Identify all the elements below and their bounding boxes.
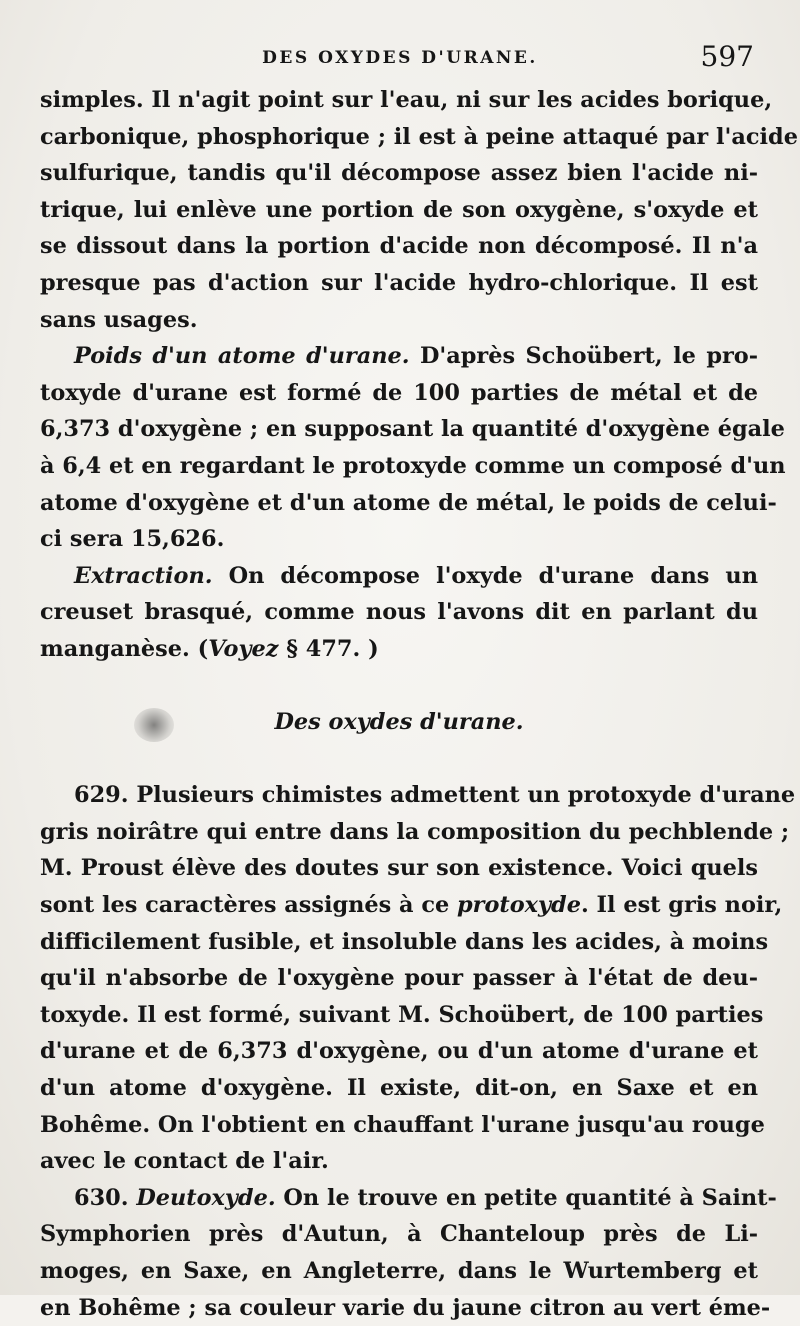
text-line: à 6,4 et en regardant le protoxyde comme un composé d'un: [40, 452, 786, 479]
text-line: trique, lui enlève une portion de son oxygène, s'oxyde et: [40, 196, 758, 223]
text-line: d'urane et de 6,373 d'oxygène, ou d'un atome d'urane et: [40, 1038, 758, 1065]
text-line: manganèse. (Voyez § 477. ): [40, 635, 379, 662]
text-line: Symphorien près d'Autun, à Chanteloup près de Li-: [40, 1221, 758, 1248]
paragraph-label: Deutoxyde.: [136, 1184, 276, 1211]
page-header: [40, 40, 760, 80]
section-title: Des oxydes d'urane.: [274, 709, 524, 736]
text-line: 6,373 d'oxygène ; en supposant la quantité d'oxygène égale: [40, 416, 785, 443]
text-line: avec le contact de l'air.: [40, 1148, 329, 1175]
text-line: moges, en Saxe, en Angleterre, dans le Wurtemberg et: [40, 1258, 758, 1284]
paragraph-label: Poids d'un atome d'urane.: [74, 343, 410, 370]
text-line: Bohême. On l'obtient en chauffant l'urane jusqu'au rouge: [40, 1111, 765, 1138]
page-number: 597: [700, 40, 754, 73]
blank-line: [40, 741, 758, 778]
text-line: atome d'oxygène et d'un atome de métal, le poids de celui-: [40, 489, 777, 516]
text-line: simples. Il n'agit point sur l'eau, ni sur les acides borique,: [40, 87, 773, 113]
text-line: qu'il n'absorbe de l'oxygène pour passer à l'état de deu-: [40, 965, 758, 992]
text-line: M. Proust élève des doutes sur son existence. Voici quels: [40, 855, 758, 882]
text-line: Extraction. On décompose l'oxyde d'urane dans un: [74, 562, 758, 589]
text-line: toxyde d'urane est formé de 100 parties de métal et de: [40, 379, 758, 406]
text-line: sont les caractères assignés à ce protoxyde. Il est gris noir,: [40, 892, 783, 919]
text-line: creuset brasqué, comme nous l'avons dit en parlant du: [40, 599, 758, 626]
text-line: sulfurique, tandis qu'il décompose assez bien l'acide ni-: [40, 160, 758, 187]
text-line: gris noirâtre qui entre dans la composition du pechblende ;: [40, 818, 790, 845]
paragraph-label: Extraction.: [74, 562, 213, 589]
body-text: [40, 82, 798, 1326]
text-line: 630. Deutoxyde. On le trouve en petite quantité à Saint-: [74, 1184, 777, 1211]
text-line: presque pas d'action sur l'acide hydro-chlorique. Il est: [40, 269, 758, 296]
text-line: toxyde. Il est formé, suivant M. Schoübert, de 100 parties: [40, 1001, 764, 1028]
text-line: carbonique, phosphorique ; il est à peine attaqué par l'acide: [40, 123, 798, 150]
text-line: 629. Plusieurs chimistes admettent un protoxyde d'urane: [74, 782, 796, 809]
text-line: d'un atome d'oxygène. Il existe, dit-on, en Saxe et en: [40, 1075, 758, 1102]
text-line: ci sera 15,626.: [40, 526, 225, 553]
text-line: sans usages.: [40, 306, 198, 333]
running-head: DES OXYDES D'URANE.: [262, 48, 538, 68]
text-line: en Bohême ; sa couleur varie du jaune citron au vert éme-: [40, 1294, 771, 1321]
blank-line: [40, 668, 758, 705]
text-line: Poids d'un atome d'urane. D'après Schoübert, le pro-: [74, 343, 759, 370]
text-line: difficilement fusible, et insoluble dans les acides, à moins: [40, 928, 769, 955]
text-line: se dissout dans la portion d'acide non décomposé. Il n'a: [40, 233, 758, 260]
